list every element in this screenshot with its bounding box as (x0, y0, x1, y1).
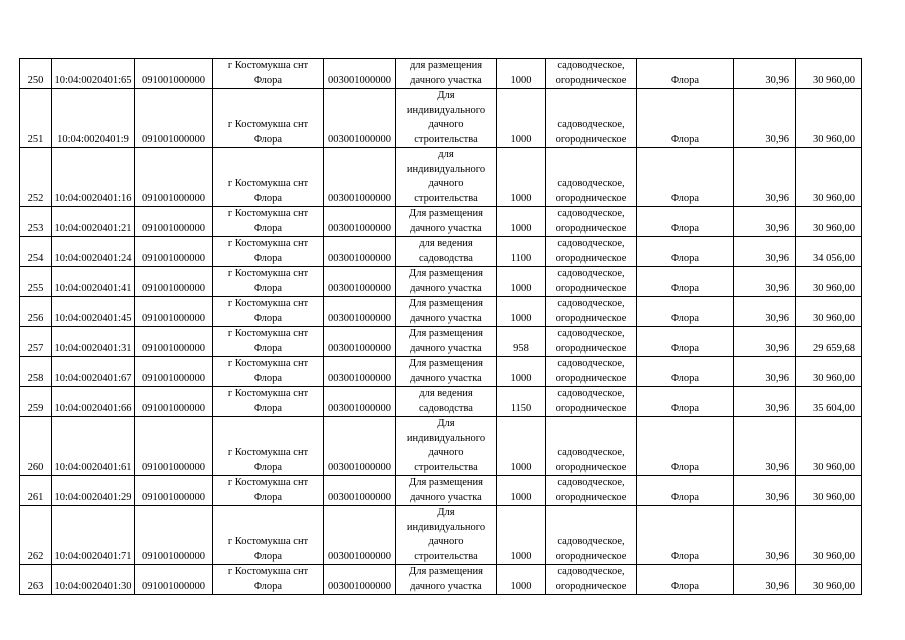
land-category-cell (546, 565, 637, 595)
oktmo-code-cell: 003001000000 (324, 207, 396, 237)
address-cell (213, 357, 324, 387)
oktmo-code-cell: 003001000000 (324, 357, 396, 387)
table-row (20, 565, 862, 595)
area-cell: 1000 (497, 148, 546, 207)
okato-code-cell: 091001000000 (135, 387, 213, 417)
row-number-cell: 250 (20, 59, 52, 89)
land-category-cell-line: огородническое (555, 192, 627, 204)
permitted-use-cell-line: для ведения (419, 388, 473, 399)
permitted-use-cell-line: для размещения (409, 60, 483, 71)
permitted-use-cell (396, 59, 497, 89)
cadastral-value-cell: 30 960,00 (796, 476, 862, 506)
address-cell-line: Флора (253, 491, 283, 503)
cadastral-value-cell: 30 960,00 (796, 357, 862, 387)
permitted-use-cell-line: Для размещения (409, 477, 483, 488)
land-category-cell (546, 327, 637, 357)
row-number-cell: 256 (20, 297, 52, 327)
row-number-cell: 257 (20, 327, 52, 357)
address-cell-line: г Костомукша снт (227, 60, 309, 71)
land-category-cell-line: огородническое (555, 402, 627, 414)
cadastral-value-cell: 30 960,00 (796, 417, 862, 476)
land-category-cell-line: огородническое (555, 133, 627, 145)
address-cell-line: Флора (253, 252, 283, 264)
area-cell: 1000 (497, 476, 546, 506)
cadastral-number-cell: 10:04:0020401:41 (52, 267, 135, 297)
permitted-use-cell-line: Для размещения (409, 298, 483, 309)
table-row (20, 357, 862, 387)
permitted-use-cell-line: индивидуального (406, 104, 486, 116)
permitted-use-cell (396, 237, 497, 267)
permitted-use-cell-line: Для (437, 507, 455, 518)
settlement-name-cell: Флора (637, 207, 734, 237)
okato-code-cell: 091001000000 (135, 417, 213, 476)
oktmo-code-cell: 003001000000 (324, 89, 396, 148)
okato-code-cell: 091001000000 (135, 89, 213, 148)
permitted-use-cell-line: строительства (414, 192, 478, 204)
permitted-use-cell-line: Для (437, 418, 455, 429)
table-row (20, 387, 862, 417)
oktmo-code-cell: 003001000000 (324, 59, 396, 89)
permitted-use-cell-line: дачного (428, 447, 464, 458)
land-category-cell (546, 267, 637, 297)
address-cell-line: Флора (253, 282, 283, 294)
okato-code-cell: 091001000000 (135, 237, 213, 267)
cadastral-number-cell: 10:04:0020401:9 (52, 89, 135, 148)
permitted-use-cell (396, 327, 497, 357)
row-number-cell: 251 (20, 89, 52, 148)
land-category-cell (546, 59, 637, 89)
land-category-cell (546, 506, 637, 565)
address-cell-line: г Костомукша снт (227, 358, 309, 369)
address-cell (213, 267, 324, 297)
table-row (20, 89, 862, 148)
land-category-cell-line: огородническое (555, 461, 627, 473)
land-category-cell-line: огородническое (555, 74, 627, 86)
cadastral-value-cell: 30 960,00 (796, 506, 862, 565)
land-category-cell-line: огородническое (555, 491, 627, 503)
land-category-cell-line: садоводческое, (557, 60, 625, 71)
settlement-name-cell: Флора (637, 59, 734, 89)
land-category-cell (546, 89, 637, 148)
permitted-use-cell-line: Для размещения (409, 208, 483, 219)
address-cell-line: г Костомукша снт (227, 536, 309, 547)
land-category-cell-line: огородническое (555, 550, 627, 562)
settlement-name-cell: Флора (637, 267, 734, 297)
permitted-use-cell-line: для ведения (419, 238, 473, 249)
address-cell-line: г Костомукша снт (227, 208, 309, 219)
cadastral-number-cell: 10:04:0020401:16 (52, 148, 135, 207)
permitted-use-cell (396, 148, 497, 207)
row-number-cell: 252 (20, 148, 52, 207)
permitted-use-cell-line: строительства (414, 550, 478, 562)
rate-cell: 30,96 (734, 297, 796, 327)
permitted-use-cell-line: дачного (428, 119, 464, 130)
address-cell-line: г Костомукша снт (227, 238, 309, 249)
cadastral-value-cell: 30 960,00 (796, 89, 862, 148)
address-cell-line: г Костомукша снт (227, 268, 309, 279)
row-number-cell: 254 (20, 237, 52, 267)
rate-cell: 30,96 (734, 417, 796, 476)
address-cell-line: г Костомукша снт (227, 447, 309, 458)
rate-cell: 30,96 (734, 357, 796, 387)
table-body (20, 59, 862, 595)
table-row (20, 207, 862, 237)
cadastral-number-cell: 10:04:0020401:61 (52, 417, 135, 476)
land-category-cell (546, 207, 637, 237)
oktmo-code-cell: 003001000000 (324, 565, 396, 595)
land-category-cell (546, 297, 637, 327)
settlement-name-cell: Флора (637, 148, 734, 207)
land-category-cell (546, 387, 637, 417)
land-plots-table (19, 58, 862, 595)
rate-cell: 30,96 (734, 89, 796, 148)
permitted-use-cell (396, 506, 497, 565)
permitted-use-cell (396, 89, 497, 148)
permitted-use-cell-line: дачного участка (410, 222, 482, 234)
cadastral-number-cell: 10:04:0020401:30 (52, 565, 135, 595)
permitted-use-cell-line: индивидуального (406, 521, 486, 533)
settlement-name-cell: Флора (637, 387, 734, 417)
land-category-cell-line: огородническое (555, 372, 627, 384)
area-cell: 1000 (497, 89, 546, 148)
settlement-name-cell: Флора (637, 237, 734, 267)
row-number-cell: 261 (20, 476, 52, 506)
address-cell-line: г Костомукша снт (227, 477, 309, 488)
address-cell-line: Флора (253, 580, 283, 592)
oktmo-code-cell: 003001000000 (324, 387, 396, 417)
okato-code-cell: 091001000000 (135, 207, 213, 237)
permitted-use-cell (396, 267, 497, 297)
address-cell-line: Флора (253, 133, 283, 145)
cadastral-value-cell: 30 960,00 (796, 207, 862, 237)
rate-cell: 30,96 (734, 267, 796, 297)
settlement-name-cell: Флора (637, 506, 734, 565)
address-cell-line: Флора (253, 402, 283, 414)
address-cell (213, 59, 324, 89)
land-category-cell-line: садоводческое, (557, 298, 625, 309)
land-category-cell-line: садоводческое, (557, 447, 625, 458)
land-category-cell-line: огородническое (555, 580, 627, 592)
permitted-use-cell-line: строительства (414, 133, 478, 145)
table-row (20, 297, 862, 327)
land-category-cell-line: огородническое (555, 222, 627, 234)
area-cell: 1000 (497, 297, 546, 327)
okato-code-cell: 091001000000 (135, 476, 213, 506)
address-cell-line: г Костомукша снт (227, 328, 309, 339)
address-cell-line: Флора (253, 192, 283, 204)
land-category-cell (546, 417, 637, 476)
row-number-cell: 260 (20, 417, 52, 476)
area-cell: 1000 (497, 565, 546, 595)
land-category-cell-line: садоводческое, (557, 178, 625, 189)
rate-cell: 30,96 (734, 506, 796, 565)
land-category-cell-line: садоводческое, (557, 358, 625, 369)
address-cell-line: Флора (253, 550, 283, 562)
cadastral-number-cell: 10:04:0020401:24 (52, 237, 135, 267)
permitted-use-cell-line: садоводства (419, 402, 473, 414)
settlement-name-cell: Флора (637, 89, 734, 148)
area-cell: 1100 (497, 237, 546, 267)
permitted-use-cell-line: садоводства (419, 252, 473, 264)
rate-cell: 30,96 (734, 59, 796, 89)
land-category-cell-line: садоводческое, (557, 328, 625, 339)
address-cell (213, 327, 324, 357)
okato-code-cell: 091001000000 (135, 297, 213, 327)
permitted-use-cell-line: Для размещения (409, 268, 483, 279)
permitted-use-cell-line: дачного (428, 536, 464, 547)
address-cell-line: Флора (253, 372, 283, 384)
land-category-cell-line: садоводческое, (557, 536, 625, 547)
okato-code-cell: 091001000000 (135, 59, 213, 89)
permitted-use-cell-line: дачного участка (410, 372, 482, 384)
table-row (20, 327, 862, 357)
permitted-use-cell-line: для (438, 149, 454, 160)
permitted-use-cell-line: дачного участка (410, 580, 482, 592)
permitted-use-cell-line: строительства (414, 461, 478, 473)
area-cell: 1000 (497, 267, 546, 297)
address-cell-line: г Костомукша снт (227, 298, 309, 309)
land-category-cell (546, 237, 637, 267)
address-cell (213, 237, 324, 267)
permitted-use-cell-line: дачного участка (410, 312, 482, 324)
address-cell (213, 476, 324, 506)
area-cell: 958 (497, 327, 546, 357)
permitted-use-cell-line: дачного участка (410, 491, 482, 503)
cadastral-number-cell: 10:04:0020401:65 (52, 59, 135, 89)
permitted-use-cell (396, 565, 497, 595)
oktmo-code-cell: 003001000000 (324, 476, 396, 506)
table-row (20, 148, 862, 207)
address-cell-line: г Костомукша снт (227, 178, 309, 189)
address-cell-line: Флора (253, 74, 283, 86)
area-cell: 1000 (497, 357, 546, 387)
rate-cell: 30,96 (734, 148, 796, 207)
land-category-cell-line: огородническое (555, 312, 627, 324)
rate-cell: 30,96 (734, 476, 796, 506)
address-cell (213, 417, 324, 476)
permitted-use-cell (396, 417, 497, 476)
okato-code-cell: 091001000000 (135, 565, 213, 595)
oktmo-code-cell: 003001000000 (324, 267, 396, 297)
permitted-use-cell-line: Для размещения (409, 358, 483, 369)
row-number-cell: 259 (20, 387, 52, 417)
settlement-name-cell: Флора (637, 565, 734, 595)
oktmo-code-cell: 003001000000 (324, 297, 396, 327)
settlement-name-cell: Флора (637, 476, 734, 506)
okato-code-cell: 091001000000 (135, 267, 213, 297)
okato-code-cell: 091001000000 (135, 357, 213, 387)
permitted-use-cell (396, 207, 497, 237)
area-cell: 1150 (497, 387, 546, 417)
oktmo-code-cell: 003001000000 (324, 327, 396, 357)
oktmo-code-cell: 003001000000 (324, 417, 396, 476)
cadastral-number-cell: 10:04:0020401:66 (52, 387, 135, 417)
area-cell: 1000 (497, 417, 546, 476)
oktmo-code-cell: 003001000000 (324, 148, 396, 207)
permitted-use-cell-line: Для (437, 90, 455, 101)
row-number-cell: 253 (20, 207, 52, 237)
row-number-cell: 258 (20, 357, 52, 387)
permitted-use-cell-line: индивидуального (406, 432, 486, 444)
address-cell (213, 148, 324, 207)
land-category-cell-line: садоводческое, (557, 268, 625, 279)
table-row (20, 417, 862, 476)
cadastral-number-cell: 10:04:0020401:21 (52, 207, 135, 237)
rate-cell: 30,96 (734, 565, 796, 595)
cadastral-value-cell: 29 659,68 (796, 327, 862, 357)
cadastral-number-cell: 10:04:0020401:31 (52, 327, 135, 357)
okato-code-cell: 091001000000 (135, 148, 213, 207)
permitted-use-cell-line: дачного участка (410, 74, 482, 86)
land-category-cell (546, 148, 637, 207)
address-cell (213, 297, 324, 327)
permitted-use-cell-line: дачного участка (410, 282, 482, 294)
land-category-cell-line: садоводческое, (557, 238, 625, 249)
okato-code-cell: 091001000000 (135, 506, 213, 565)
rate-cell: 30,96 (734, 237, 796, 267)
row-number-cell: 255 (20, 267, 52, 297)
address-cell (213, 387, 324, 417)
rate-cell: 30,96 (734, 327, 796, 357)
table-row (20, 506, 862, 565)
cadastral-number-cell: 10:04:0020401:71 (52, 506, 135, 565)
address-cell (213, 565, 324, 595)
permitted-use-cell-line: Для размещения (409, 328, 483, 339)
permitted-use-cell (396, 387, 497, 417)
address-cell-line: Флора (253, 342, 283, 354)
land-category-cell (546, 357, 637, 387)
address-cell-line: г Костомукша снт (227, 119, 309, 130)
permitted-use-cell-line: дачного (428, 178, 464, 189)
settlement-name-cell: Флора (637, 327, 734, 357)
area-cell: 1000 (497, 207, 546, 237)
land-category-cell-line: садоводческое, (557, 477, 625, 488)
address-cell (213, 207, 324, 237)
permitted-use-cell (396, 476, 497, 506)
address-cell-line: г Костомукша снт (227, 566, 309, 577)
land-category-cell-line: садоводческое, (557, 566, 625, 577)
address-cell-line: г Костомукша снт (227, 388, 309, 399)
rate-cell: 30,96 (734, 387, 796, 417)
row-number-cell: 263 (20, 565, 52, 595)
land-category-cell-line: огородническое (555, 342, 627, 354)
land-category-cell-line: огородническое (555, 252, 627, 264)
cadastral-number-cell: 10:04:0020401:29 (52, 476, 135, 506)
oktmo-code-cell: 003001000000 (324, 237, 396, 267)
permitted-use-cell (396, 357, 497, 387)
address-cell-line: Флора (253, 312, 283, 324)
address-cell (213, 506, 324, 565)
cadastral-number-cell: 10:04:0020401:45 (52, 297, 135, 327)
cadastral-value-cell: 34 056,00 (796, 237, 862, 267)
land-category-cell (546, 476, 637, 506)
table-row (20, 267, 862, 297)
settlement-name-cell: Флора (637, 357, 734, 387)
cadastral-value-cell: 30 960,00 (796, 297, 862, 327)
settlement-name-cell: Флора (637, 417, 734, 476)
address-cell (213, 89, 324, 148)
land-category-cell-line: садоводческое, (557, 119, 625, 130)
permitted-use-cell (396, 297, 497, 327)
oktmo-code-cell: 003001000000 (324, 506, 396, 565)
land-category-cell-line: огородническое (555, 282, 627, 294)
area-cell: 1000 (497, 506, 546, 565)
cadastral-number-cell: 10:04:0020401:67 (52, 357, 135, 387)
permitted-use-cell-line: Для размещения (409, 566, 483, 577)
cadastral-value-cell: 30 960,00 (796, 148, 862, 207)
table-row (20, 237, 862, 267)
area-cell: 1000 (497, 59, 546, 89)
cadastral-value-cell: 30 960,00 (796, 59, 862, 89)
land-category-cell-line: садоводческое, (557, 208, 625, 219)
cadastral-value-cell: 30 960,00 (796, 565, 862, 595)
cadastral-value-cell: 35 604,00 (796, 387, 862, 417)
okato-code-cell: 091001000000 (135, 327, 213, 357)
permitted-use-cell-line: индивидуального (406, 163, 486, 175)
table-row (20, 476, 862, 506)
settlement-name-cell: Флора (637, 297, 734, 327)
table-row (20, 59, 862, 89)
rate-cell: 30,96 (734, 207, 796, 237)
land-category-cell-line: садоводческое, (557, 388, 625, 399)
permitted-use-cell-line: дачного участка (410, 342, 482, 354)
row-number-cell: 262 (20, 506, 52, 565)
cadastral-value-cell: 30 960,00 (796, 267, 862, 297)
address-cell-line: Флора (253, 461, 283, 473)
address-cell-line: Флора (253, 222, 283, 234)
